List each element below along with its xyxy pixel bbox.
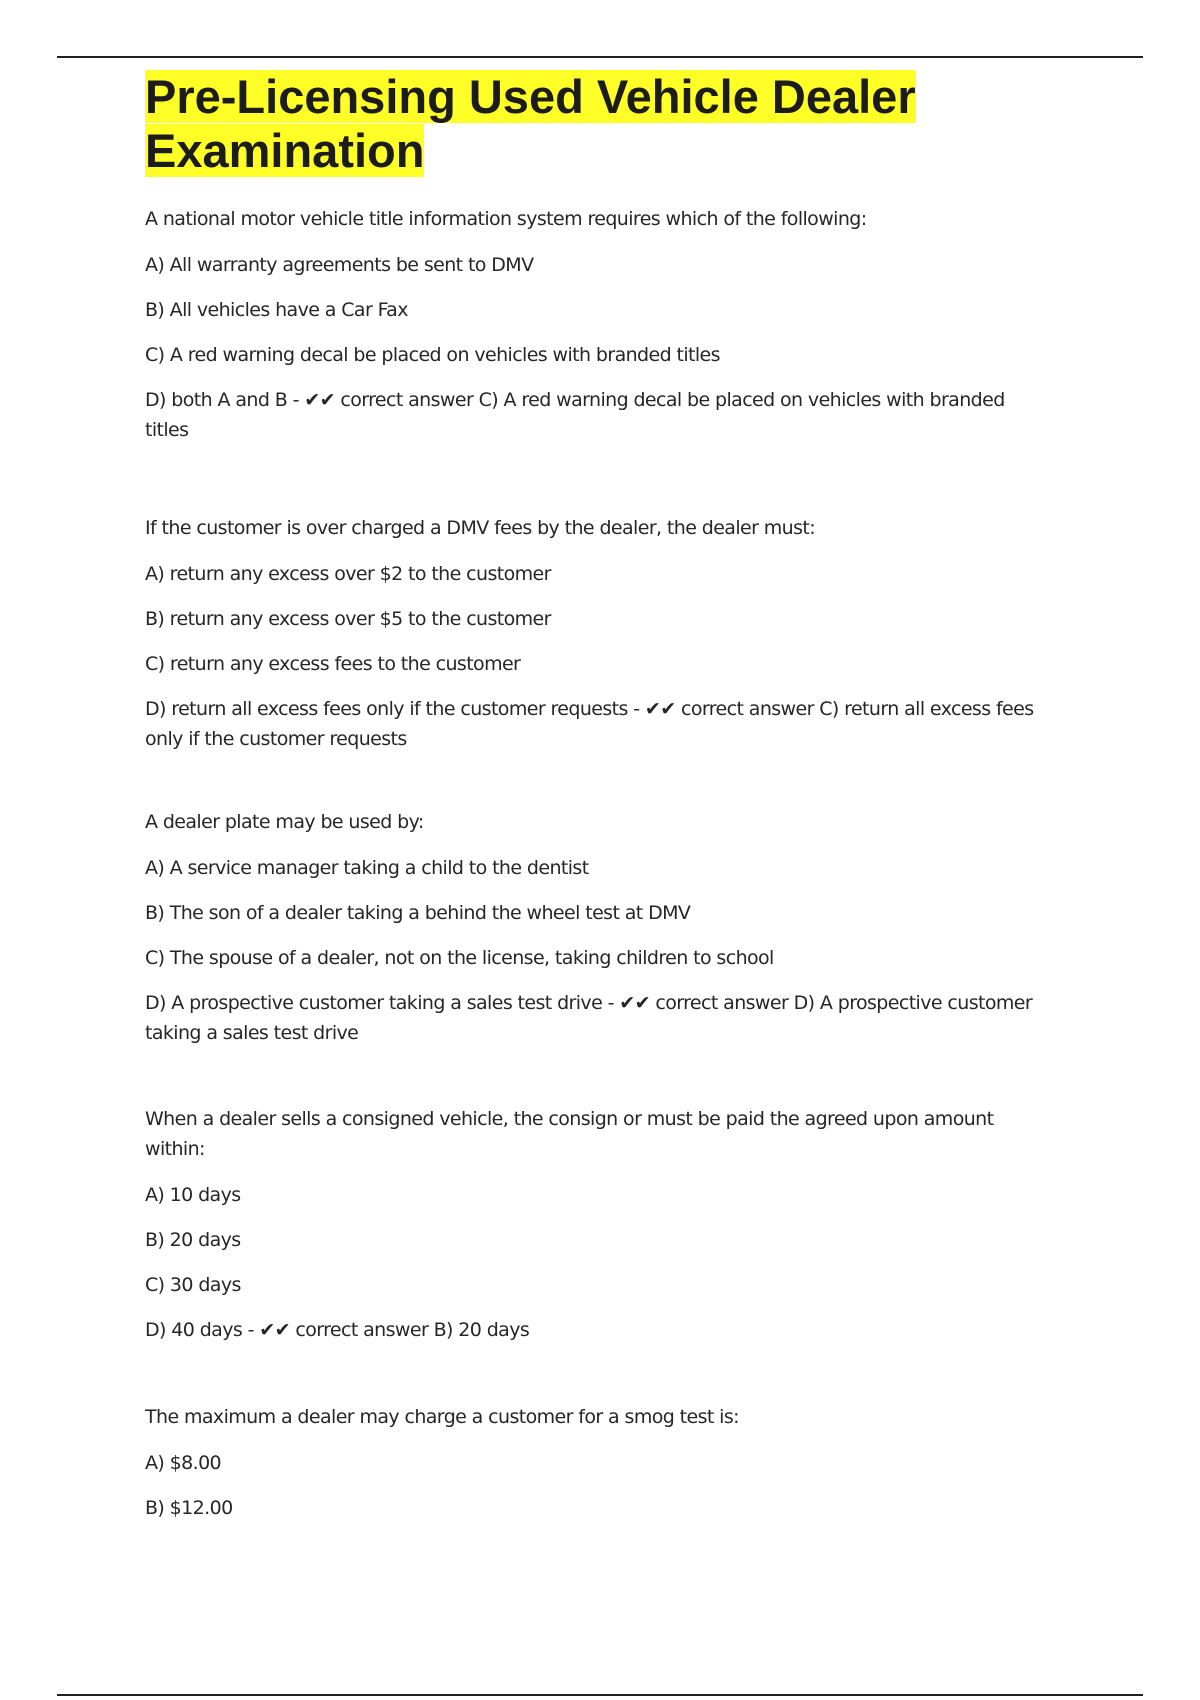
answer-option-d: D) 40 days - ✔✔ correct answer B) 20 days (145, 1319, 530, 1341)
answer-option-d: D) A prospective customer taking a sales test drive - ✔✔ correct answer D) A prospective customer taking a sales test drive (145, 992, 1033, 1044)
answer-option-b: B) 20 days (145, 1229, 241, 1251)
question-text: A dealer plate may be used by: (145, 811, 424, 833)
answer-option-b: B) All vehicles have a Car Fax (145, 299, 408, 321)
answer-option-a: A) 10 days (145, 1184, 241, 1206)
answer-option-c: C) return any excess fees to the customer (145, 653, 521, 675)
answer-option-c: C) A red warning decal be placed on vehicles with branded titles (145, 344, 720, 366)
answer-option-a: A) $8.00 (145, 1452, 222, 1474)
answer-option-a: A) A service manager taking a child to the dentist (145, 857, 589, 879)
answer-option-d: D) both A and B - ✔✔ correct answer C) A red warning decal be placed on vehicles with branded titles (145, 389, 1005, 441)
question-text: When a dealer sells a consigned vehicle, the consign or must be paid the agreed upon amount within: (145, 1108, 994, 1160)
answer-option-c: C) The spouse of a dealer, not on the license, taking children to school (145, 947, 774, 969)
question-1 (145, 204, 1045, 445)
top-rule (57, 56, 1143, 58)
answer-option-a: A) All warranty agreements be sent to DMV (145, 254, 534, 276)
answer-option-b: B) $12.00 (145, 1497, 233, 1519)
question-2 (145, 513, 1045, 754)
document-title-highlight: Pre-Licensing Used Vehicle Dealer Examination (145, 70, 916, 177)
document-title (145, 70, 1045, 178)
question-5 (145, 1402, 1045, 1523)
question-text: A national motor vehicle title information system requires which of the following: (145, 208, 867, 230)
answer-option-b: B) return any excess over $5 to the customer (145, 608, 551, 630)
question-4 (145, 1104, 1045, 1345)
bottom-rule (57, 1694, 1143, 1696)
document-body (145, 70, 1045, 1523)
answer-option-b: B) The son of a dealer taking a behind the wheel test at DMV (145, 902, 691, 924)
question-text: The maximum a dealer may charge a customer for a smog test is: (145, 1406, 739, 1428)
answer-option-a: A) return any excess over $2 to the customer (145, 563, 551, 585)
question-3 (145, 807, 1045, 1048)
answer-option-d: D) return all excess fees only if the customer requests - ✔✔ correct answer C) return all excess fees only if the customer requests (145, 698, 1034, 750)
answer-option-c: C) 30 days (145, 1274, 241, 1296)
question-text: If the customer is over charged a DMV fees by the dealer, the dealer must: (145, 517, 816, 539)
